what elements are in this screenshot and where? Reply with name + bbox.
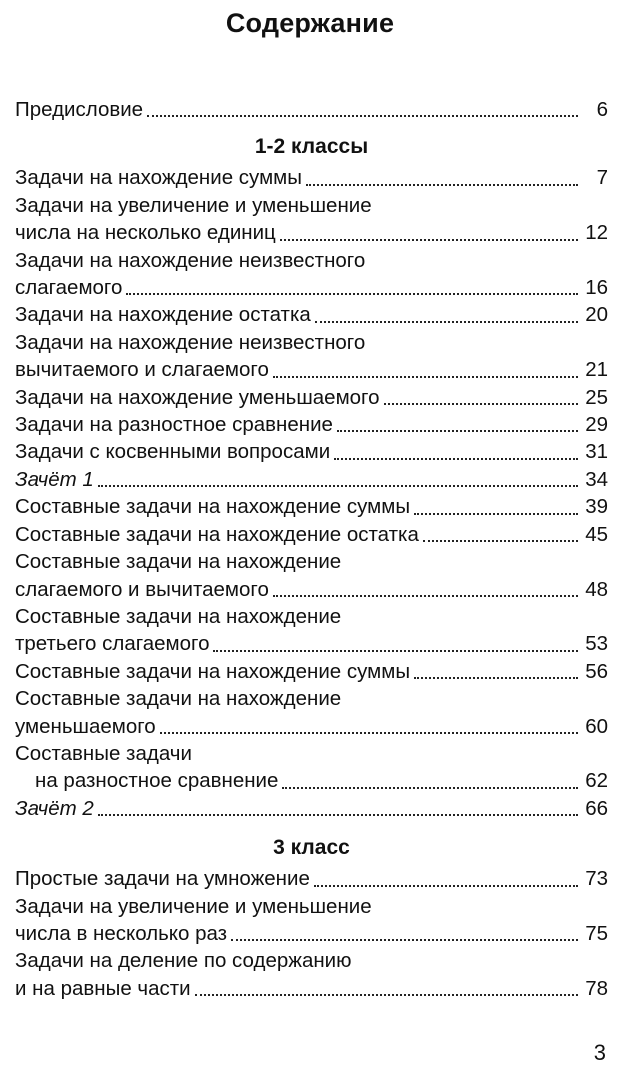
toc-entry[interactable] xyxy=(15,795,608,822)
dot-leader xyxy=(282,787,578,789)
toc-page-number: 78 xyxy=(585,976,608,1000)
toc-page-number: 48 xyxy=(585,577,608,601)
toc-entry[interactable] xyxy=(15,164,608,191)
toc-page-number: 29 xyxy=(585,413,608,437)
page-title: Содержание xyxy=(225,8,395,38)
toc-entry-preface[interactable] xyxy=(15,96,608,123)
dot-leader xyxy=(306,184,578,186)
dot-leader xyxy=(213,650,578,652)
toc-page-number: 45 xyxy=(585,522,608,546)
toc-entry[interactable] xyxy=(15,438,608,465)
toc-entry-text: Составные задачи на нахождение xyxy=(15,687,342,711)
toc-entry-text: Задачи с косвенными вопросами xyxy=(15,440,331,464)
toc-page-number: 7 xyxy=(596,166,608,190)
toc-entry[interactable] xyxy=(15,493,608,520)
toc-page-number: 75 xyxy=(585,921,608,945)
toc-page-number: 16 xyxy=(585,276,608,300)
dot-leader xyxy=(414,513,578,515)
dot-leader xyxy=(231,939,578,941)
toc-entry-text: третьего слагаемого xyxy=(15,632,210,656)
toc-entry-text: числа в несколько раз xyxy=(15,921,228,945)
toc-entry-text: Задачи на нахождение уменьшаемого xyxy=(15,385,380,409)
toc-page-number: 56 xyxy=(585,659,608,683)
toc-page-number: 66 xyxy=(585,796,608,820)
toc-entry-text: Зачёт 2 xyxy=(15,796,94,820)
dot-leader xyxy=(98,485,578,487)
dot-leader xyxy=(147,115,578,117)
dot-leader xyxy=(98,814,578,816)
toc-entry-text: Составные задачи на нахождение остатка xyxy=(15,522,419,546)
toc-entry[interactable] xyxy=(15,247,608,302)
toc-page-number: 34 xyxy=(585,467,608,491)
page-number: 3 xyxy=(593,1040,606,1065)
toc-page-number: 31 xyxy=(585,440,608,464)
toc-entry[interactable] xyxy=(15,658,608,685)
dot-leader xyxy=(126,293,578,295)
toc-entry-text: Простые задачи на умножение xyxy=(15,867,310,891)
toc-entry-text: слагаемого xyxy=(15,276,123,300)
dot-leader xyxy=(280,239,578,241)
toc-entry-text: Задачи на нахождение суммы xyxy=(15,166,302,190)
toc-entry-text: Задачи на нахождение неизвестного xyxy=(15,248,366,272)
dot-leader xyxy=(273,595,578,597)
toc-page-number: 21 xyxy=(585,358,608,382)
toc-page-number: 73 xyxy=(585,867,608,891)
toc-entry[interactable] xyxy=(15,384,608,411)
toc-entry-text: Задачи на нахождение неизвестного xyxy=(15,330,366,354)
toc-entry[interactable] xyxy=(15,466,608,493)
toc-page-number: 53 xyxy=(585,632,608,656)
dot-leader xyxy=(160,732,578,734)
toc-entry[interactable] xyxy=(15,740,608,795)
toc-page-number: 62 xyxy=(585,769,608,793)
toc-entry-text: Предисловие xyxy=(15,98,144,121)
section-heading: 1-2 классы xyxy=(254,135,369,159)
toc-entry-text: слагаемого и вычитаемого xyxy=(15,577,269,601)
toc-entry-text: Составные задачи на нахождение суммы xyxy=(15,495,411,519)
toc-entry[interactable] xyxy=(15,192,608,247)
dot-leader xyxy=(334,458,578,460)
toc-entry-text: Составные задачи на нахождение суммы xyxy=(15,659,411,683)
section-heading: 3 класс xyxy=(273,836,350,860)
toc-list-grades-1-2 xyxy=(15,164,608,822)
dot-leader xyxy=(423,540,578,542)
toc-entry-text: Составные задачи на нахождение xyxy=(15,550,342,574)
toc-entry-text: Задачи на увеличение и уменьшение xyxy=(15,193,372,217)
toc-entry[interactable] xyxy=(15,947,608,1002)
toc-page-number: 60 xyxy=(585,714,608,738)
toc-entry-text: числа на несколько единиц xyxy=(15,221,276,245)
dot-leader xyxy=(195,994,578,996)
toc-entry[interactable] xyxy=(15,411,608,438)
toc-entry-text: вычитаемого и слагаемого xyxy=(15,358,269,382)
table-of-contents xyxy=(15,96,608,1002)
dot-leader xyxy=(337,430,578,432)
toc-entry[interactable] xyxy=(15,893,608,948)
toc-entry[interactable] xyxy=(15,521,608,548)
toc-entry-text: уменьшаемого xyxy=(15,714,156,738)
dot-leader xyxy=(315,321,578,323)
toc-entry[interactable] xyxy=(15,548,608,603)
toc-page-number: 25 xyxy=(585,385,608,409)
toc-entry-text: Задачи на деление по содержанию xyxy=(15,949,352,973)
toc-page-number: 20 xyxy=(585,303,608,327)
toc-page-number: 6 xyxy=(596,98,608,121)
toc-entry-text: Зачёт 1 xyxy=(15,467,94,491)
toc-page-number: 12 xyxy=(585,221,608,245)
toc-entry-text: Задачи на нахождение остатка xyxy=(15,303,311,327)
toc-entry-text: и на равные части xyxy=(15,976,191,1000)
toc-entry[interactable] xyxy=(15,329,608,384)
toc-entry-text: на разностное сравнение xyxy=(35,769,279,793)
toc-entry-text: Задачи на разностное сравнение xyxy=(15,413,333,437)
toc-entry[interactable] xyxy=(15,603,608,658)
toc-entry-text: Составные задачи на нахождение xyxy=(15,604,342,628)
dot-leader xyxy=(384,403,579,405)
toc-entry[interactable] xyxy=(15,685,608,740)
toc-entry-text: Составные задачи xyxy=(15,741,192,765)
dot-leader xyxy=(314,885,578,887)
toc-entry[interactable] xyxy=(15,301,608,328)
toc-entry[interactable] xyxy=(15,865,608,892)
dot-leader xyxy=(273,376,578,378)
dot-leader xyxy=(414,677,578,679)
toc-list-grade-3 xyxy=(15,865,608,1002)
toc-page-number: 39 xyxy=(585,495,608,519)
toc-entry-text: Задачи на увеличение и уменьшение xyxy=(15,894,372,918)
